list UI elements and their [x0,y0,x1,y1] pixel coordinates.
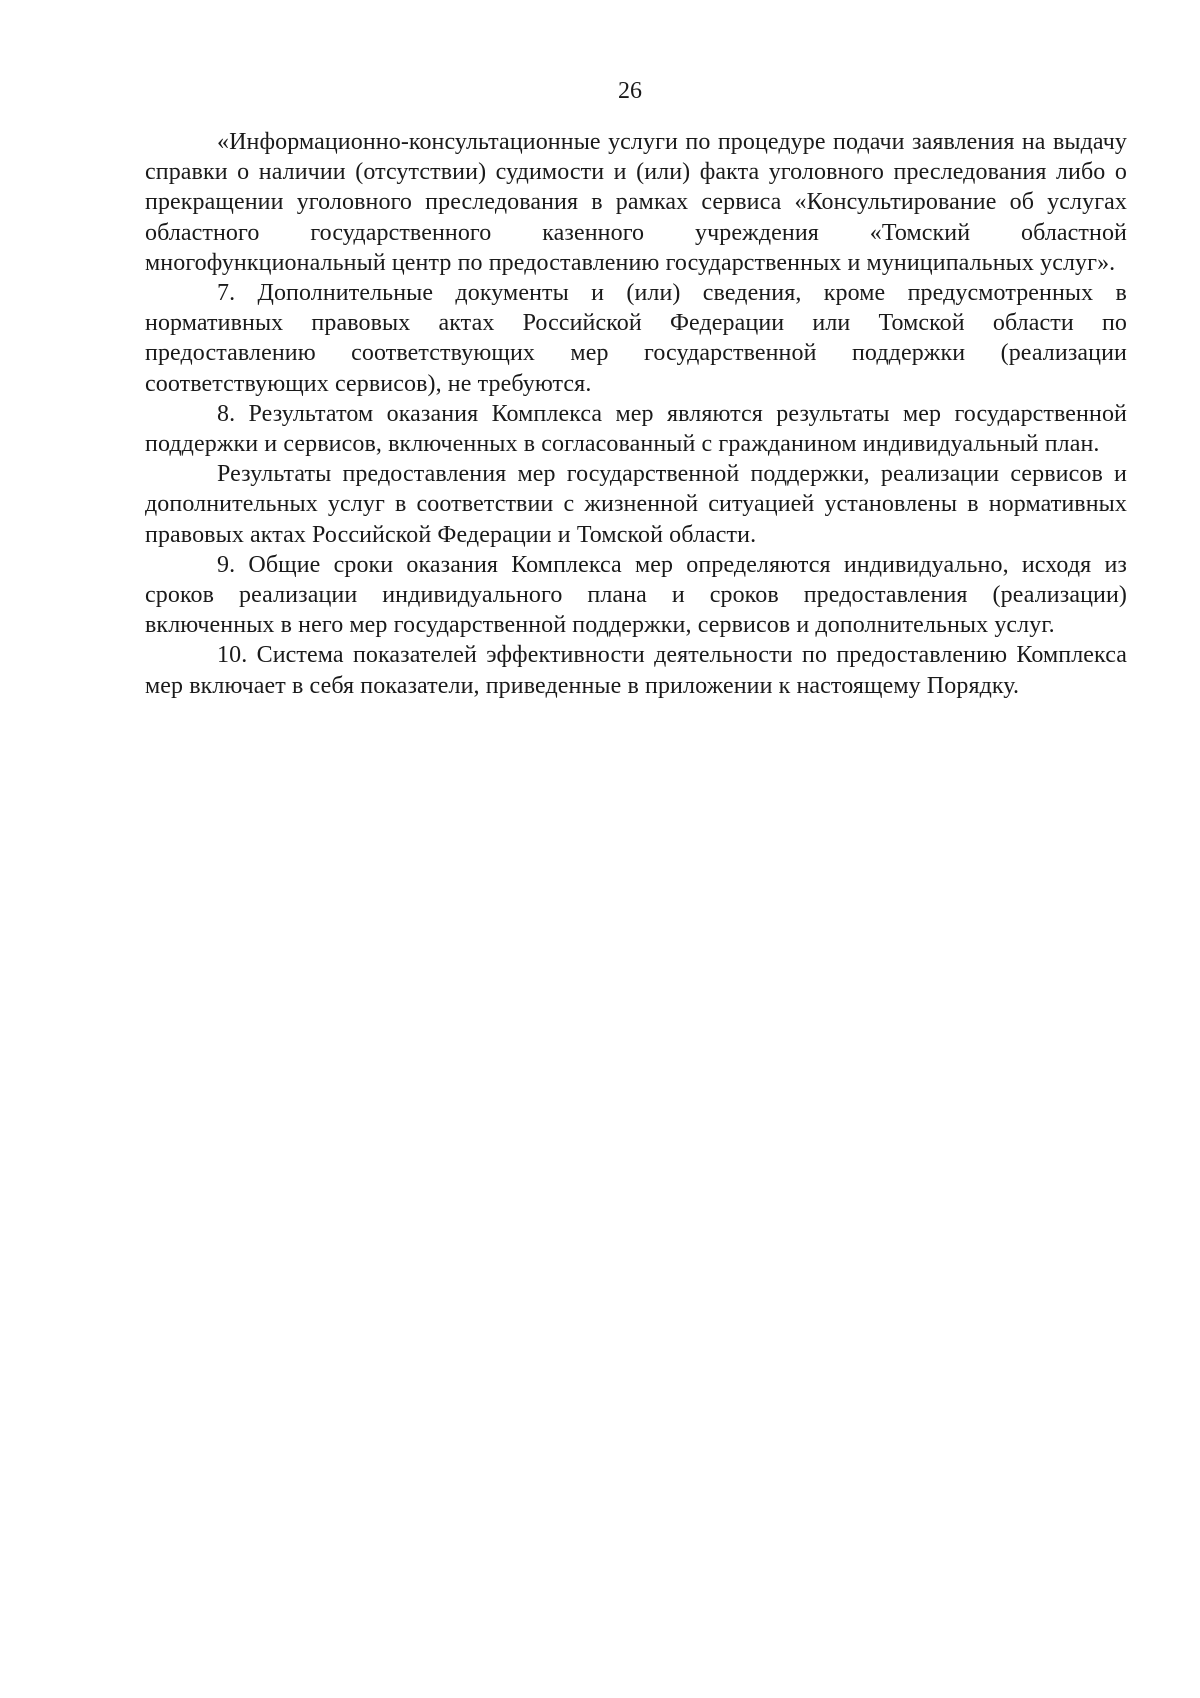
paragraph-results-provision: Результаты предоставления мер государственной поддержки, реализации сервисов и дополнительных услуг в соответствии с жизненной ситуацией установлены в нормативных правовых актах Российской Федерации и Томской области. [145,461,1127,548]
paragraph-8-result: 8. Результатом оказания Комплекса мер являются результаты мер государственной поддержки и сервисов, включенных в согласованный с гражданином индивидуальный план. [145,400,1127,458]
paragraph-9-terms: 9. Общие сроки оказания Комплекса мер определяются индивидуально, исходя из сроков реализации индивидуального плана и сроков предоставления (реализации) включенных в него мер государственной поддержки, сервисов и дополнительных услуг. [145,551,1127,639]
paragraph-7-additional-documents: 7. Дополнительные документы и (или) сведения, кроме предусмотренных в нормативных правовых актах Российской Федерации или Томской области по предоставлению соответствующих мер государственной поддержки (реализации соответствующих сервисов), не требуются. [145,280,1127,397]
paragraph-service-description: «Информационно-консультационные услуги по процедуре подачи заявления на выдачу справки о наличии (отсутствии) судимости и (или) факта уголовного преследования либо о прекращении уголовного преследования в рамках сервиса «Консультирование об услугах областного государственного казенного учреждения «Томский областной многофункциональный центр по предоставлению государственных и муниципальных услуг». [145,129,1127,276]
page-number: 26 [618,78,642,104]
paragraph-10-indicators: 10. Система показателей эффективности деятельности по предоставлению Комплекса мер включает в себя показатели, приведенные в приложении к настоящему Порядку. [145,642,1127,699]
document-body [145,127,1127,701]
